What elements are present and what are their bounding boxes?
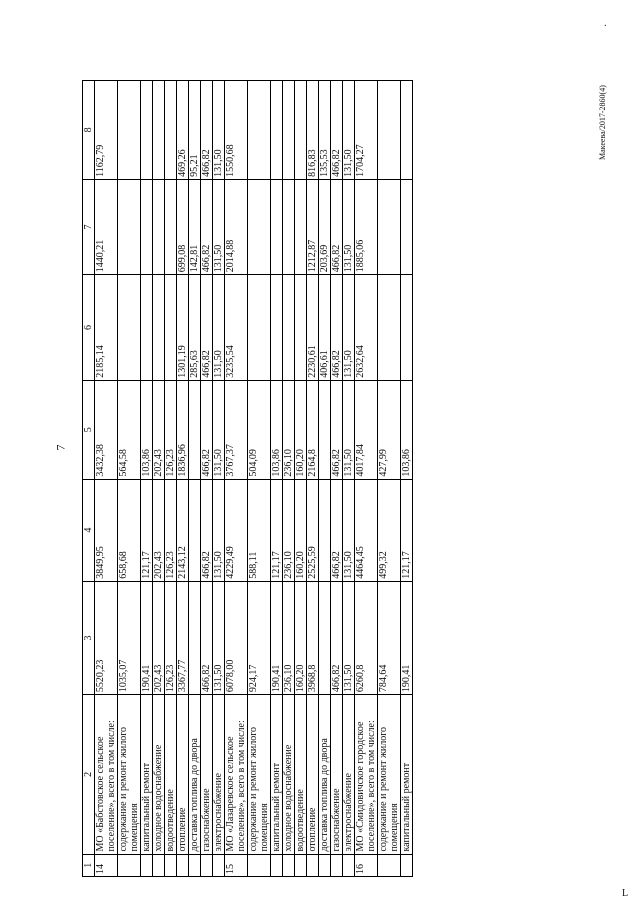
value-cell: 202,43 <box>153 380 165 479</box>
value-cell <box>153 275 165 381</box>
value-cell <box>165 179 177 274</box>
value-cell: 466,82 <box>201 179 213 274</box>
row-label-cell: капитальный ремонт <box>141 695 153 854</box>
value-cell: 466,82 <box>201 275 213 381</box>
value-cell <box>118 81 141 180</box>
row-label-cell: содержание и ремонт жилого помещения <box>118 695 141 854</box>
table-row <box>118 81 141 877</box>
value-cell: 816,83 <box>307 81 319 180</box>
value-cell: 190,41 <box>141 581 153 694</box>
table-row <box>248 81 271 877</box>
row-label-cell: холодное водоснабжение <box>153 695 165 854</box>
value-cell: 406,61 <box>319 275 331 381</box>
row-number-cell <box>319 854 331 876</box>
row-number-cell <box>378 854 401 876</box>
corner-mark-bottom: L <box>622 888 629 899</box>
row-number-cell <box>118 854 141 876</box>
value-cell: 499,32 <box>378 479 401 581</box>
value-cell: 1550,68 <box>225 81 248 180</box>
value-cell: 504,09 <box>248 380 271 479</box>
value-cell <box>295 81 307 180</box>
value-cell: 5520,23 <box>95 581 118 694</box>
value-cell: 466,82 <box>331 275 343 381</box>
value-cell: 466,82 <box>331 380 343 479</box>
rotated-table-sheet <box>82 80 571 877</box>
value-cell: 2164,8 <box>307 380 319 479</box>
table-row <box>331 81 343 877</box>
value-cell: 142,81 <box>189 179 201 274</box>
value-cell: 1301,19 <box>177 275 189 381</box>
value-cell: 135,53 <box>319 81 331 180</box>
value-cell: 131,50 <box>343 179 355 274</box>
value-cell <box>401 275 413 381</box>
row-label-cell: электроснабжение <box>213 695 225 854</box>
column-number: 2 <box>83 695 95 854</box>
value-cell <box>271 179 283 274</box>
table-row <box>177 81 189 877</box>
value-cell: 131,50 <box>343 479 355 581</box>
value-cell: 466,82 <box>331 179 343 274</box>
value-cell: 3968,8 <box>307 581 319 694</box>
value-cell <box>165 81 177 180</box>
value-cell <box>141 275 153 381</box>
value-cell: 466,82 <box>201 81 213 180</box>
value-cell: 236,10 <box>283 581 295 694</box>
table-row <box>225 81 248 877</box>
row-number-cell: 15 <box>225 854 248 876</box>
value-cell: 131,50 <box>343 380 355 479</box>
row-number-cell <box>331 854 343 876</box>
value-cell: 784,64 <box>378 581 401 694</box>
row-number-cell <box>213 854 225 876</box>
row-number-cell <box>401 854 413 876</box>
value-cell <box>248 81 271 180</box>
value-cell: 121,17 <box>271 479 283 581</box>
value-cell: 121,17 <box>141 479 153 581</box>
row-number-cell: 16 <box>355 854 378 876</box>
value-cell: 1162,79 <box>95 81 118 180</box>
value-cell: 202,43 <box>153 581 165 694</box>
value-cell: 1836,96 <box>177 380 189 479</box>
row-label-cell: водоотведение <box>165 695 177 854</box>
row-label-cell: отопление <box>177 695 189 854</box>
value-cell <box>319 380 331 479</box>
table-row <box>401 81 413 877</box>
table-row <box>201 81 213 877</box>
value-cell: 131,50 <box>213 479 225 581</box>
value-cell <box>295 179 307 274</box>
value-cell <box>319 479 331 581</box>
table-row <box>153 81 165 877</box>
column-number: 1 <box>83 854 95 876</box>
value-cell: 131,50 <box>343 581 355 694</box>
value-cell: 564,58 <box>118 380 141 479</box>
row-label-cell: доставка топлива до двора <box>189 695 201 854</box>
value-cell <box>319 581 331 694</box>
value-cell <box>271 275 283 381</box>
row-number-cell: 14 <box>95 854 118 876</box>
value-cell <box>295 275 307 381</box>
value-cell: 466,82 <box>331 581 343 694</box>
value-cell: 466,82 <box>201 479 213 581</box>
utility-costs-table <box>82 80 413 877</box>
value-cell: 2230,61 <box>307 275 319 381</box>
value-cell: 126,23 <box>165 380 177 479</box>
value-cell <box>248 275 271 381</box>
value-cell: 658,68 <box>118 479 141 581</box>
value-cell: 469,26 <box>177 81 189 180</box>
value-cell: 131,50 <box>213 581 225 694</box>
value-cell <box>401 81 413 180</box>
value-cell <box>118 275 141 381</box>
value-cell: 427,99 <box>378 380 401 479</box>
value-cell: 466,82 <box>201 380 213 479</box>
table-row <box>165 81 177 877</box>
table-row <box>141 81 153 877</box>
value-cell <box>401 179 413 274</box>
table-row <box>343 81 355 877</box>
row-label-cell: МО «Лазаревское сельское поселение», всего в том числе: <box>225 695 248 854</box>
value-cell: 466,82 <box>331 479 343 581</box>
value-cell: 2525,59 <box>307 479 319 581</box>
value-cell <box>189 479 201 581</box>
value-cell: 3767,37 <box>225 380 248 479</box>
value-cell: 2185,14 <box>95 275 118 381</box>
value-cell: 588,11 <box>248 479 271 581</box>
value-cell: 2014,88 <box>225 179 248 274</box>
value-cell: 160,20 <box>295 581 307 694</box>
table-row <box>189 81 201 877</box>
table-row <box>213 81 225 877</box>
row-number-cell <box>201 854 213 876</box>
row-number-cell <box>283 854 295 876</box>
value-cell: 121,17 <box>401 479 413 581</box>
value-cell <box>248 179 271 274</box>
value-cell: 3235,54 <box>225 275 248 381</box>
row-label-cell: электроснабжение <box>343 695 355 854</box>
table-row <box>355 81 378 877</box>
value-cell: 6078,00 <box>225 581 248 694</box>
value-cell <box>118 179 141 274</box>
value-cell <box>153 81 165 180</box>
value-cell: 190,41 <box>271 581 283 694</box>
value-cell: 466,82 <box>201 581 213 694</box>
value-cell: 103,86 <box>271 380 283 479</box>
row-number-cell <box>141 854 153 876</box>
value-cell: 6260,8 <box>355 581 378 694</box>
row-label-cell: газоснабжение <box>201 695 213 854</box>
corner-mark-top: . <box>604 18 607 29</box>
table-row <box>95 81 118 877</box>
column-number-row <box>83 81 95 877</box>
column-number: 4 <box>83 479 95 581</box>
value-cell: 160,20 <box>295 479 307 581</box>
value-cell: 202,43 <box>153 479 165 581</box>
row-number-cell <box>248 854 271 876</box>
value-cell <box>378 81 401 180</box>
table-row <box>271 81 283 877</box>
value-cell: 4464,45 <box>355 479 378 581</box>
value-cell: 95,21 <box>189 81 201 180</box>
table-row <box>283 81 295 877</box>
row-label-cell: водоотведение <box>295 695 307 854</box>
column-number: 6 <box>83 275 95 381</box>
value-cell: 131,50 <box>343 81 355 180</box>
column-number: 7 <box>83 179 95 274</box>
value-cell: 3432,38 <box>95 380 118 479</box>
value-cell <box>189 581 201 694</box>
side-note: Макеева/2017-2860(4) <box>598 85 607 160</box>
row-number-cell <box>165 854 177 876</box>
value-cell: 103,86 <box>401 380 413 479</box>
value-cell <box>189 380 201 479</box>
row-label-cell: доставка топлива до двора <box>319 695 331 854</box>
value-cell <box>153 179 165 274</box>
row-number-cell <box>153 854 165 876</box>
value-cell: 131,50 <box>213 81 225 180</box>
value-cell: 466,82 <box>331 81 343 180</box>
value-cell: 1035,07 <box>118 581 141 694</box>
value-cell: 285,63 <box>189 275 201 381</box>
value-cell: 103,86 <box>141 380 153 479</box>
table-row <box>378 81 401 877</box>
table-row <box>319 81 331 877</box>
value-cell: 4017,84 <box>355 380 378 479</box>
value-cell: 2143,12 <box>177 479 189 581</box>
value-cell: 126,23 <box>165 581 177 694</box>
value-cell <box>141 81 153 180</box>
table-row <box>307 81 319 877</box>
value-cell: 131,50 <box>213 275 225 381</box>
page-number: 7 <box>53 444 68 451</box>
row-label-cell: МО «Бабстовское сельское поселение», всего в том числе: <box>95 695 118 854</box>
value-cell: 236,10 <box>283 380 295 479</box>
value-cell <box>271 81 283 180</box>
column-number: 5 <box>83 380 95 479</box>
value-cell <box>378 179 401 274</box>
value-cell: 131,50 <box>213 380 225 479</box>
row-number-cell <box>343 854 355 876</box>
row-number-cell <box>189 854 201 876</box>
row-number-cell <box>177 854 189 876</box>
column-number: 8 <box>83 81 95 180</box>
value-cell: 131,50 <box>343 275 355 381</box>
table-body <box>95 81 413 877</box>
row-number-cell <box>307 854 319 876</box>
value-cell: 1885,06 <box>355 179 378 274</box>
row-label-cell: капитальный ремонт <box>401 695 413 854</box>
row-label-cell: газоснабжение <box>331 695 343 854</box>
value-cell: 1212,87 <box>307 179 319 274</box>
row-label-cell: капитальный ремонт <box>271 695 283 854</box>
row-label-cell: отопление <box>307 695 319 854</box>
table-row <box>295 81 307 877</box>
value-cell <box>378 275 401 381</box>
row-label-cell: содержание и ремонт жилого помещения <box>378 695 401 854</box>
value-cell <box>283 81 295 180</box>
value-cell: 160,20 <box>295 380 307 479</box>
value-cell: 190,41 <box>401 581 413 694</box>
value-cell: 236,10 <box>283 479 295 581</box>
value-cell: 126,23 <box>165 479 177 581</box>
value-cell: 131,50 <box>213 179 225 274</box>
value-cell <box>283 179 295 274</box>
value-cell <box>141 179 153 274</box>
value-cell: 4229,49 <box>225 479 248 581</box>
row-label-cell: содержание и ремонт жилого помещения <box>248 695 271 854</box>
row-number-cell <box>295 854 307 876</box>
value-cell: 699,08 <box>177 179 189 274</box>
row-label-cell: холодное водоснабжение <box>283 695 295 854</box>
value-cell: 3367,77 <box>177 581 189 694</box>
value-cell: 924,17 <box>248 581 271 694</box>
column-number: 3 <box>83 581 95 694</box>
value-cell <box>165 275 177 381</box>
value-cell: 2632,64 <box>355 275 378 381</box>
row-number-cell <box>271 854 283 876</box>
value-cell: 1704,27 <box>355 81 378 180</box>
value-cell <box>283 275 295 381</box>
row-label-cell: МО «Смидовичское городское поселение», всего в том числе: <box>355 695 378 854</box>
value-cell: 203,69 <box>319 179 331 274</box>
value-cell: 3849,95 <box>95 479 118 581</box>
value-cell: 1440,21 <box>95 179 118 274</box>
